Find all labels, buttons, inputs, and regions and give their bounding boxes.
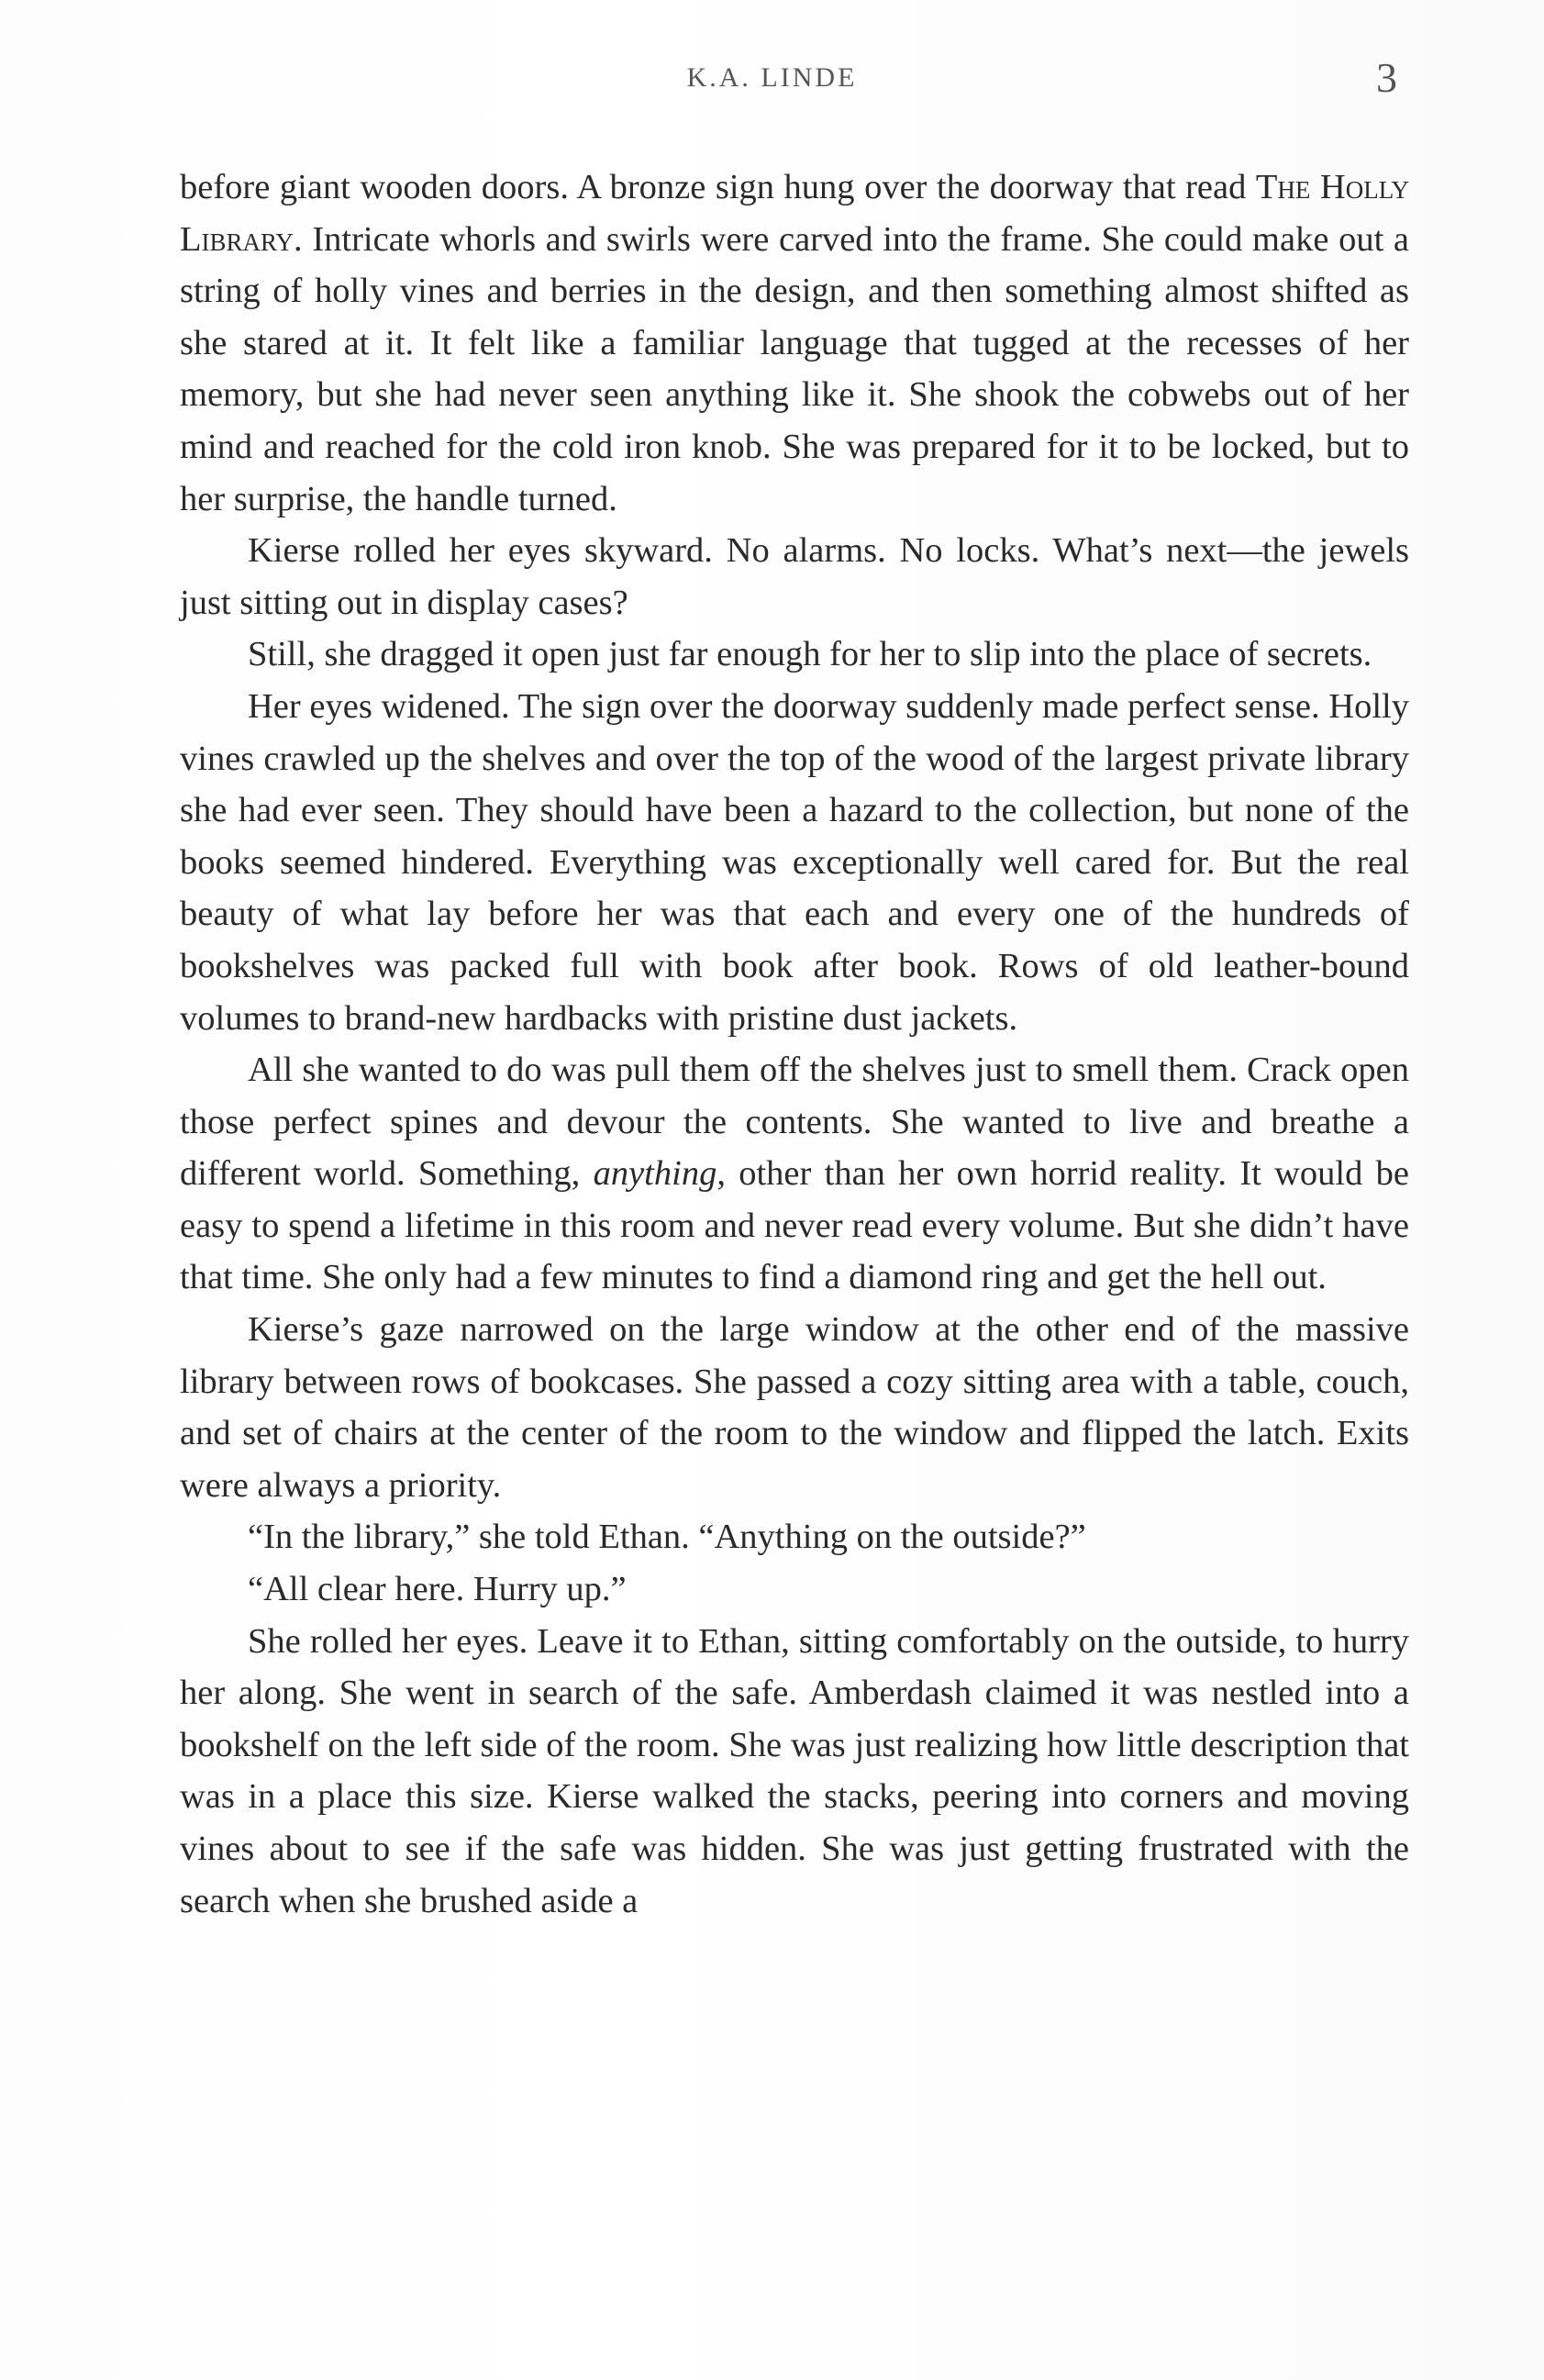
emphasis-text: anything (593, 1154, 717, 1194)
paragraph: She rolled her eyes. Leave it to Ethan, sitting comfortably on the outside, to hurry her along. She went in search of the safe. Amberdash claimed it was nestled into a bookshelf on the left side of the room. She was just realizing how little description that was in a place this size. Kierse walked the stacks, peering into corners and moving vines about to see if the safe was hidden. She was just getting frustrated with the search when she brushed aside a (180, 1621, 1409, 1920)
dialogue-paragraph: “All clear here. Hurry up.” (248, 1570, 627, 1609)
paragraph (180, 1044, 1409, 1304)
library-sign-text: The Holly Library (180, 168, 1409, 259)
paragraph: Her eyes widened. The sign over the doorway suddenly made perfect sense. Holly vines crawled up the shelves and over the top of the wood of the largest private library she had ever seen. They should have been a hazard to the collection, but none of the books seemed hindered. Everything was exceptionally well cared for. But the real beauty of what lay before her was that each and every one of the hundreds of bookshelves was packed full with book after book. Rows of old leather-bound volumes to brand-new hardbacks with pristine dust jackets. (180, 686, 1409, 1038)
paragraph-text: , other than her own horrid reality. It would be easy to spend a lifetime in this room and never read every volume. But she didn’t have that time. She only had a few minutes to find a diamond ring and get the hell out. (180, 1154, 1409, 1297)
paragraph: Kierse rolled her eyes skyward. No alarms. No locks. What’s next—the jewels just sitting out in display cases? (180, 531, 1409, 622)
body-text (180, 161, 1409, 1927)
paragraph: Kierse’s gaze narrowed on the large window at the other end of the massive library between rows of bookcases. She passed a cozy sitting area with a table, couch, and set of chairs at the center of the room to the window and flipped the latch. Exits were always a priority. (180, 1310, 1409, 1505)
paragraph (180, 161, 1409, 525)
paragraph-text: All she wanted to do was pull them off the shelves just to smell them. Crack open those perfect spines and devour the contents. She wanted to live and breathe a different world. Something, (180, 1051, 1409, 1194)
page-number: 3 (1376, 54, 1397, 101)
paragraph: Still, she dragged it open just far enough for her to slip into the place of secrets. (248, 635, 1372, 674)
dialogue-paragraph: “In the library,” she told Ethan. “Anything on the outside?” (248, 1518, 1086, 1557)
paragraph-text: before giant wooden doors. A bronze sign hung over the doorway that read (180, 168, 1256, 206)
running-head: K.A. LINDE (686, 62, 858, 93)
paragraph-text: . Intricate whorls and swirls were carved into the frame. She could make out a string of holly vines and berries in the design, and then something almost shifted as she stared at it. It felt like a familiar language that tugged at the recesses of her memory, but she had never seen anything like it. She shook the cobwebs out of her mind and reached for the cold iron knob. She was prepared for it to be locked, but to her surprise, the handle turned. (180, 219, 1409, 518)
